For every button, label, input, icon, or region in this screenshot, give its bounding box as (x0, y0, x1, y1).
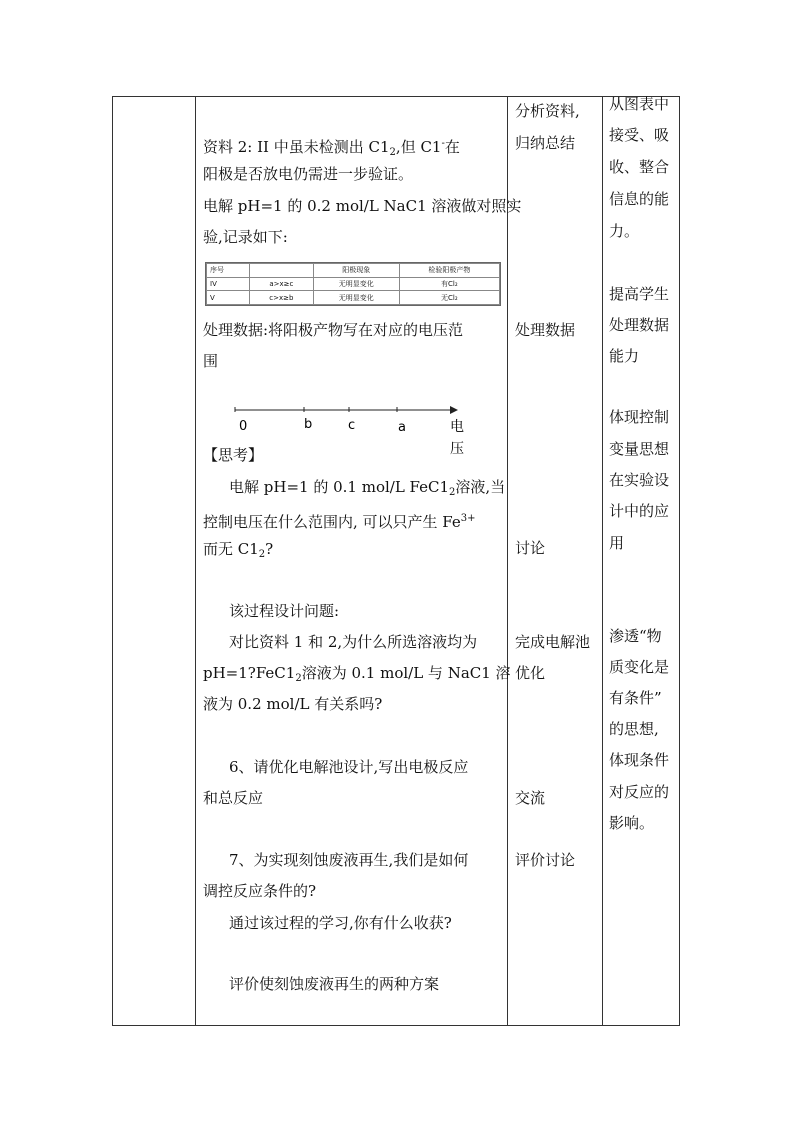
tick-label: b (304, 417, 313, 432)
activity-text: 优化 (515, 664, 546, 682)
subscript: 2 (295, 673, 302, 684)
column-divider (507, 97, 508, 1025)
column-divider (195, 97, 196, 1025)
activity-text: 完成电解池 (515, 633, 591, 651)
table-header-cell (249, 264, 313, 278)
question-line2 (203, 503, 476, 538)
question-7-line1: 7、为实现刻蚀废液再生,我们是如何 (229, 851, 469, 869)
text-run: ,但 C1 (395, 138, 442, 156)
activity-text: 处理数据 (515, 321, 576, 339)
intent-text: 用 (609, 534, 625, 552)
intent-text: 计中的应 (609, 502, 670, 520)
control-experiment-line1: 电解 pH=1 的 0.2 mol/L NaC1 溶液做对照实 (203, 197, 522, 215)
design-questions-heading: 该过程设计问题: (229, 602, 340, 620)
tick-label: 0 (239, 419, 248, 434)
tick-label: c (348, 418, 356, 433)
process-data-line1: 处理数据:将阳极产物写在对应的电压范 (203, 321, 464, 339)
gain-question: 通过该过程的学习,你有什么收获? (229, 914, 452, 932)
control-experiment-line2: 验,记录如下: (203, 228, 288, 246)
tick-label: a (398, 420, 406, 435)
text-run: 控制电压在什么范围内, 可以只产生 Fe (203, 513, 461, 531)
text-run: 电解 pH=1 的 0.1 mol/L FeC1 (229, 478, 450, 496)
subscript: 2 (449, 487, 456, 498)
text-run: 资料 2: II 中虽未检测出 C1 (203, 138, 390, 156)
intent-text: 提高学生 (609, 285, 670, 303)
text-run: pH=1?FeC1 (203, 664, 296, 682)
activity-text: 交流 (515, 789, 546, 807)
text-run: 溶液,当 (455, 478, 506, 496)
question-6-line2: 和总反应 (203, 789, 264, 807)
superscript: 3+ (460, 513, 476, 524)
text-run: ? (265, 540, 274, 558)
process-data-line2: 围 (203, 352, 219, 370)
intent-text: 从图表中 (609, 95, 670, 113)
subscript: 2 (258, 549, 266, 560)
axis-arrow-icon (450, 406, 458, 414)
table-row (207, 291, 500, 305)
table-cell: c>x≥b (249, 291, 313, 305)
intent-text: 体现条件 (609, 751, 670, 769)
intent-text: 收、整合 (609, 158, 670, 176)
table-cell: 无明显变化 (313, 291, 399, 305)
intent-text: 处理数据 (609, 316, 670, 334)
lesson-table (112, 96, 680, 1026)
column-divider (602, 97, 603, 1025)
question-line3 (203, 534, 273, 570)
question-7-line2: 调控反应条件的? (203, 882, 317, 900)
activity-text: 分析资料, (515, 102, 580, 120)
table-row (207, 277, 500, 291)
table-cell: V (207, 291, 250, 305)
intent-text: 对反应的 (609, 783, 670, 801)
table-cell: 有Cl₂ (399, 277, 499, 291)
question-6-line1: 6、请优化电解池设计,写出电极反应 (229, 758, 469, 776)
activity-text: 评价讨论 (515, 851, 576, 869)
compare-line1: 对比资料 1 和 2,为什么所选溶液均为 (229, 633, 478, 651)
intent-text: 接受、吸 (609, 126, 670, 144)
axis-label: 压 (450, 441, 464, 457)
intent-text: 的思想, (609, 720, 659, 738)
activity-text: 讨论 (515, 539, 546, 557)
intent-text: 影响。 (609, 814, 655, 832)
table-header-cell: 序号 (207, 264, 250, 278)
intent-text: 渗透“物 (609, 627, 662, 645)
superscript: - (441, 138, 445, 149)
table-cell: IV (207, 277, 250, 291)
axis-label: 电 (450, 419, 464, 435)
compare-line3: 液为 0.2 mol/L 有关系吗? (203, 695, 383, 713)
intent-text: 体现控制 (609, 408, 670, 426)
table-header-cell: 检验阳极产物 (399, 264, 499, 278)
activity-text: 归纳总结 (515, 134, 576, 152)
table-cell: 无明显变化 (313, 277, 399, 291)
subscript: 2 (389, 147, 396, 158)
intent-text: 力。 (609, 222, 640, 240)
intent-text: 在实验设 (609, 471, 670, 489)
reference-2-line2: 阳极是否放电仍需进一步验证。 (203, 165, 414, 183)
intent-text: 信息的能 (609, 190, 670, 208)
evaluation-task: 评价使刻蚀废液再生的两种方案 (229, 975, 440, 993)
think-heading: 【思考】 (203, 446, 264, 464)
text-run: 溶液为 0.1 mol/L 与 NaC1 溶 (301, 664, 511, 682)
intent-text: 变量思想 (609, 440, 670, 458)
experiment-record-table (205, 262, 501, 306)
intent-text: 质变化是 (609, 658, 670, 676)
voltage-axis (232, 400, 472, 460)
intent-text: 有条件” (609, 689, 662, 707)
table-cell: a>x≥c (249, 277, 313, 291)
text-run: 而无 C1 (203, 540, 259, 558)
intent-text: 能力 (609, 347, 640, 365)
text-run: 在 (444, 138, 460, 156)
table-cell: 无Cl₂ (399, 291, 499, 305)
table-header-cell: 阳极现象 (313, 264, 399, 278)
